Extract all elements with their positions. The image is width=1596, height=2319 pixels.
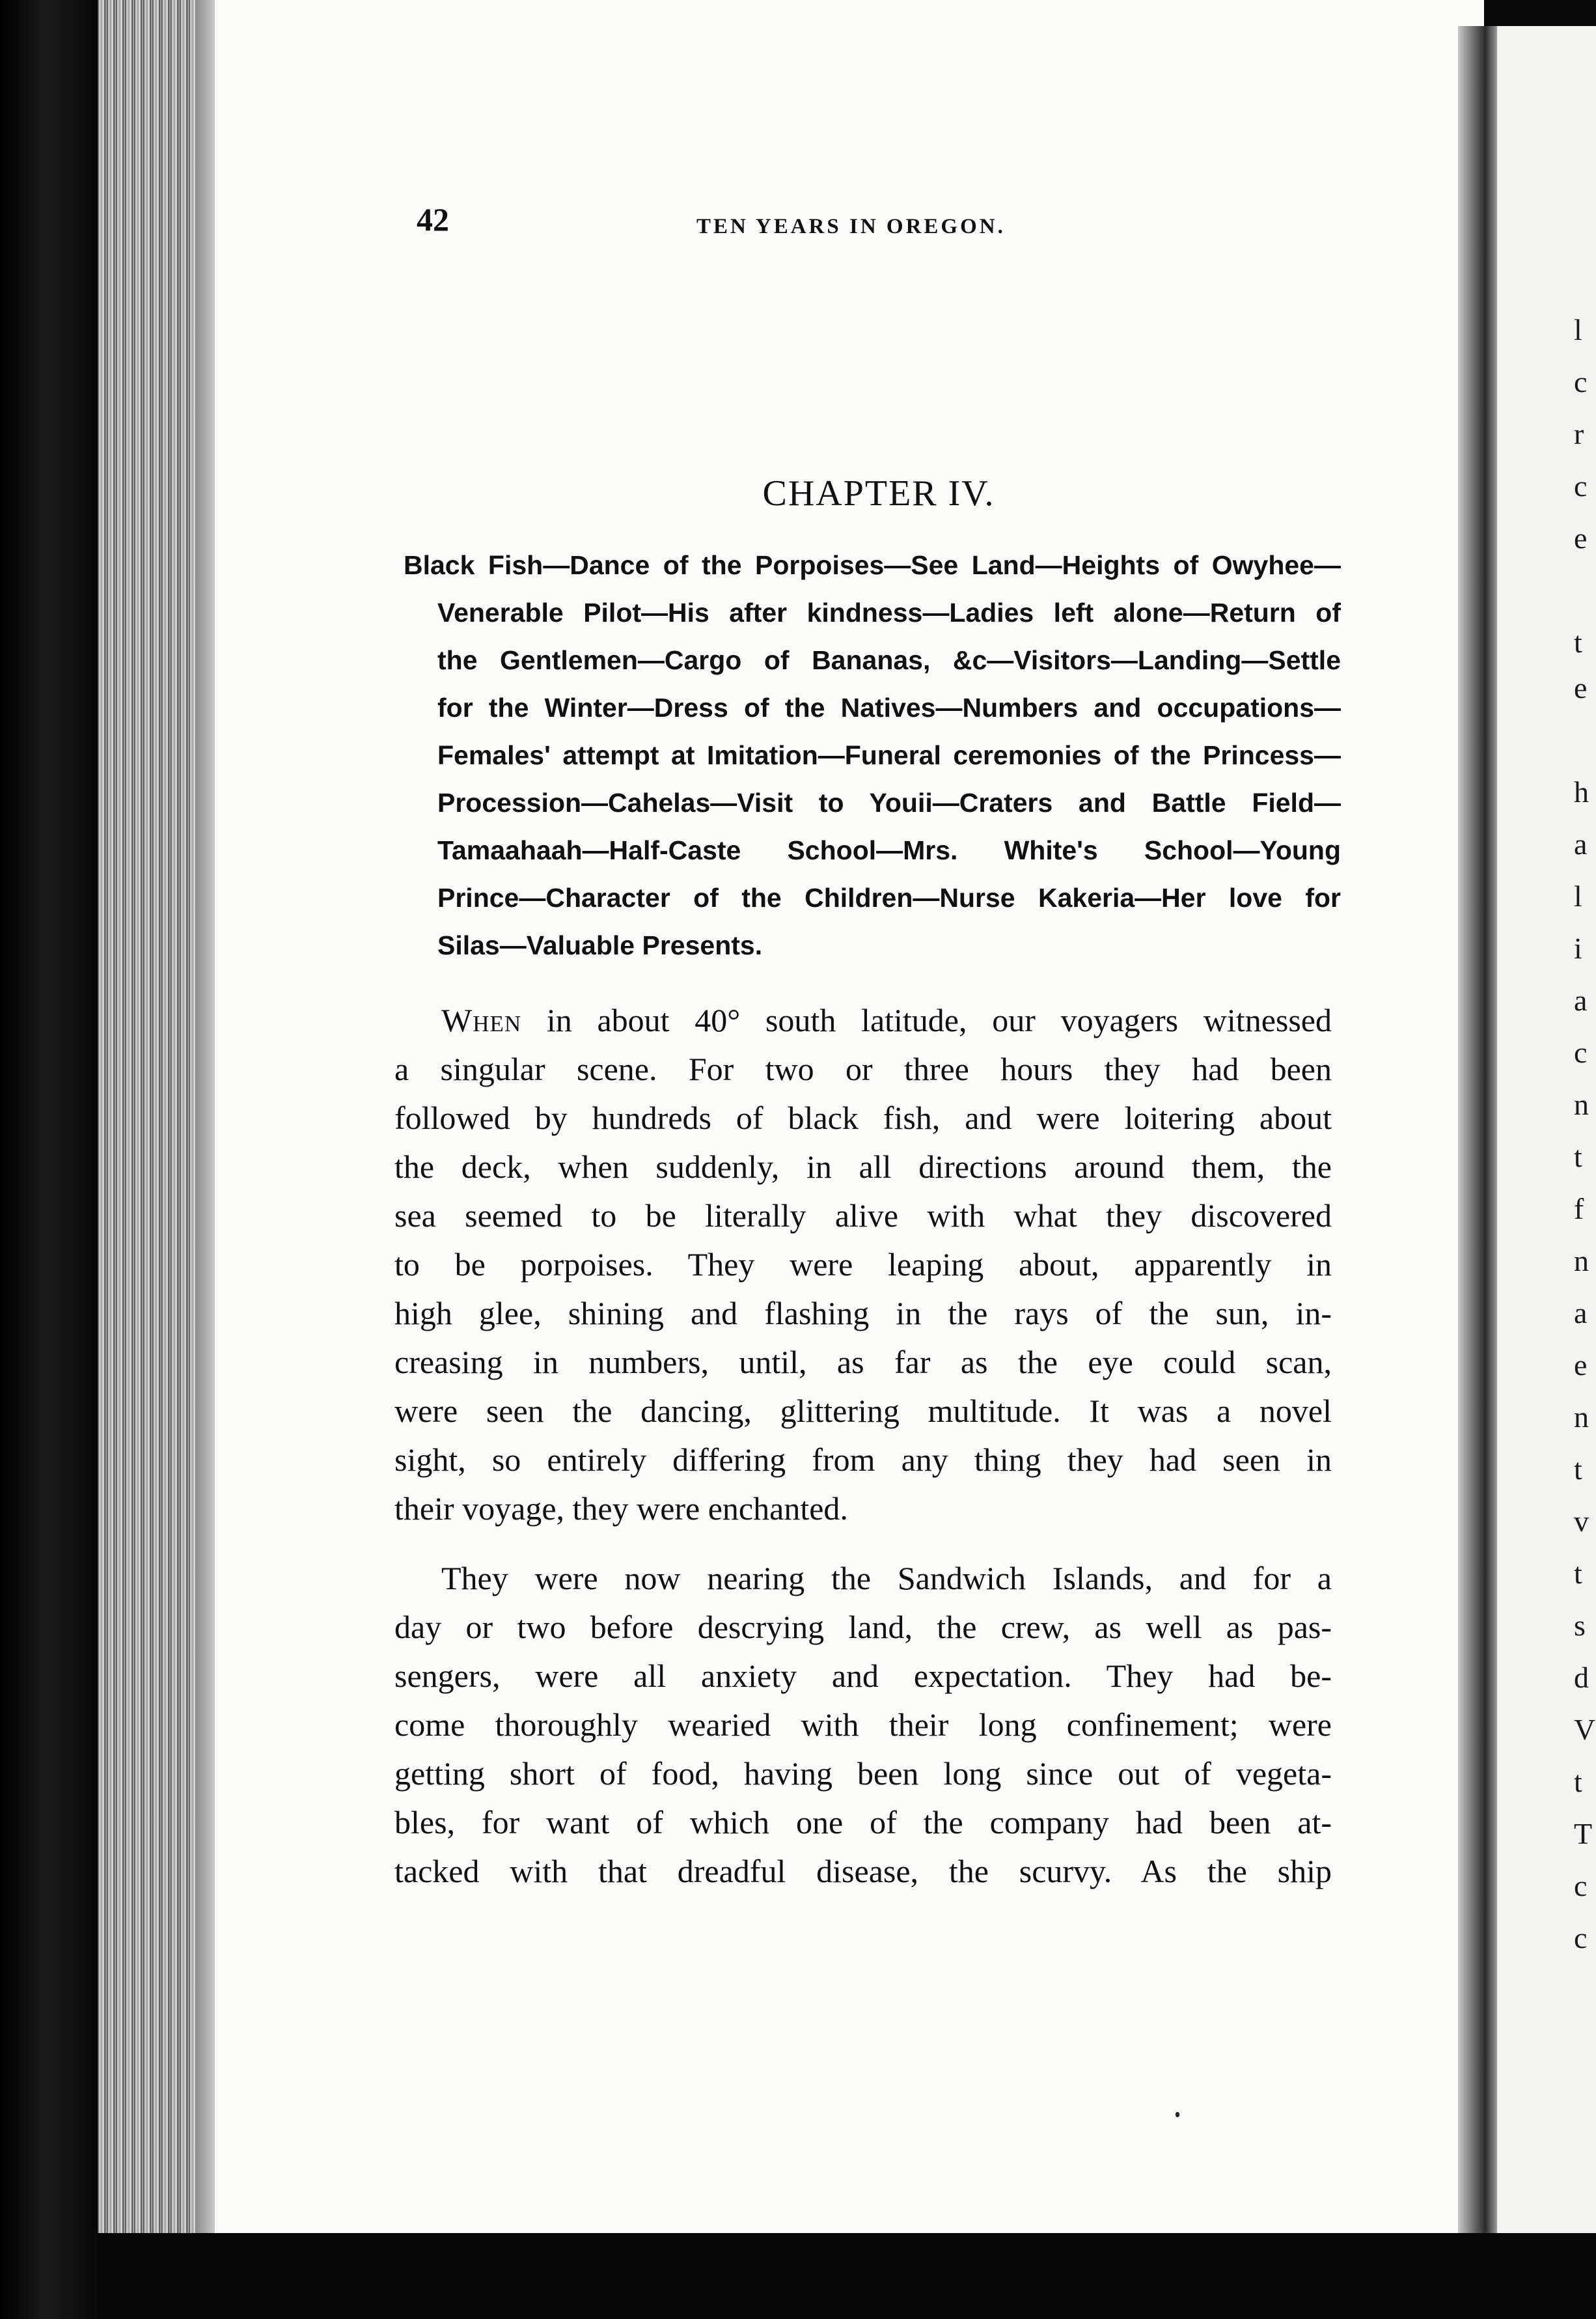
- paragraph-line: followed by hundreds of black fish, and were loitering about: [394, 1100, 1332, 1136]
- facing-page-letter: e: [1574, 521, 1588, 555]
- ink-speck: [1176, 2112, 1179, 2117]
- book-spine: [1458, 26, 1497, 2240]
- facing-page-letter: t: [1574, 626, 1582, 659]
- facing-page-letter: T: [1574, 1817, 1593, 1850]
- facing-page-letter: n: [1574, 1088, 1589, 1121]
- synopsis-line: Black Fish—Dance of the Porpoises—See Land—Heights of Owyhee—: [404, 550, 1341, 580]
- paragraph-line: were seen the dancing, glittering multitude. It was a novel: [394, 1393, 1332, 1429]
- running-head: TEN YEARS IN OREGON.: [696, 215, 1006, 238]
- facing-page-letter: r: [1574, 417, 1584, 451]
- paragraph-line: When in about 40° south latitude, our voyagers witnessed: [441, 1002, 1332, 1038]
- facing-page-letter: h: [1574, 775, 1589, 809]
- paragraph-line: sight, so entirely differing from any thing they had seen in: [394, 1441, 1332, 1478]
- facing-page-letter: e: [1574, 1348, 1588, 1382]
- facing-page-letter: n: [1574, 1400, 1589, 1434]
- synopsis-line: Tamaahaah—Half-Caste School—Mrs. White's School—Young: [437, 835, 1341, 865]
- facing-page-letter: t: [1574, 1557, 1582, 1590]
- drop-word: When: [441, 1002, 522, 1038]
- facing-page-letter: l: [1574, 313, 1582, 346]
- paragraph-line: come thoroughly wearied with their long confinement; were: [394, 1706, 1332, 1743]
- facing-page-letter: l: [1574, 880, 1582, 913]
- paragraph-line: day or two before descrying land, the crew, as well as pas-: [394, 1609, 1332, 1645]
- facing-page-letter: s: [1574, 1609, 1586, 1642]
- facing-page-letter: a: [1574, 984, 1588, 1017]
- paragraph-line: tacked with that dreadful disease, the scurvy. As the ship: [394, 1853, 1332, 1889]
- facing-page-letter: a: [1574, 1296, 1588, 1329]
- paragraph-line: sengers, were all anxiety and expectation. They had be-: [394, 1658, 1332, 1694]
- paragraph-line: their voyage, they were enchanted.: [394, 1490, 848, 1527]
- facing-page-letter: e: [1574, 671, 1588, 704]
- facing-page-letter: c: [1574, 1036, 1588, 1069]
- facing-page-letter: f: [1574, 1192, 1584, 1225]
- facing-page-letter: t: [1574, 1765, 1582, 1798]
- paragraph-line: sea seemed to be literally alive with what they discovered: [394, 1197, 1332, 1234]
- facing-page-letter: n: [1574, 1244, 1589, 1277]
- facing-page-letter: d: [1574, 1661, 1589, 1694]
- facing-page-letter: t: [1574, 1140, 1582, 1173]
- facing-page-edge: [1497, 26, 1596, 2240]
- synopsis-line: Silas—Valuable Presents.: [437, 930, 763, 960]
- chapter-title: CHAPTER IV.: [762, 473, 995, 514]
- facing-page-letter: t: [1574, 1452, 1582, 1486]
- synopsis-line: Venerable Pilot—His after kindness—Ladies left alone—Return of: [437, 598, 1341, 628]
- facing-page-letter: c: [1574, 1869, 1588, 1902]
- paragraph-line: getting short of food, having been long since out of vegeta-: [394, 1755, 1332, 1792]
- synopsis-line: the Gentlemen—Cargo of Bananas, &c—Visitors—Landing—Settle: [437, 645, 1341, 675]
- facing-page-letter: V: [1574, 1713, 1596, 1746]
- paragraph-line: to be porpoises. They were leaping about, apparently in: [394, 1246, 1332, 1283]
- synopsis-line: for the Winter—Dress of the Natives—Numbers and occupations—: [437, 693, 1341, 723]
- synopsis-line: Procession—Cahelas—Visit to Youii—Craters and Battle Field—: [437, 788, 1341, 818]
- paragraph-line: high glee, shining and flashing in the rays of the sun, in-: [394, 1295, 1332, 1331]
- synopsis-line: Prince—Character of the Children—Nurse Kakeria—Her love for: [437, 883, 1341, 913]
- chapter-synopsis: [404, 542, 1341, 969]
- facing-page-letter: c: [1574, 1921, 1588, 1954]
- scan-left-border: [0, 0, 111, 2319]
- facing-page-letter: c: [1574, 365, 1588, 398]
- facing-page-letter: v: [1574, 1505, 1589, 1538]
- paragraph-line: They were now nearing the Sandwich Islands, and for a: [441, 1560, 1332, 1596]
- facing-page-letter: i: [1574, 932, 1582, 965]
- page-number: 42: [417, 201, 449, 238]
- paragraph-line: the deck, when suddenly, in all directions around them, the: [394, 1148, 1332, 1185]
- paragraph-line: bles, for want of which one of the company had been at-: [394, 1804, 1332, 1840]
- facing-page-letter: a: [1574, 827, 1588, 861]
- scan-bottom-border: [98, 2233, 1596, 2319]
- paragraph-line: a singular scene. For two or three hours they had been: [394, 1051, 1332, 1087]
- facing-page-letter: c: [1574, 469, 1588, 503]
- paragraph-gap: [394, 1533, 1332, 1554]
- paragraph-line: creasing in numbers, until, as far as the eye could scan,: [394, 1344, 1332, 1380]
- synopsis-line: Females' attempt at Imitation—Funeral ceremonies of the Princess—: [437, 740, 1341, 770]
- body-text: [394, 996, 1332, 1896]
